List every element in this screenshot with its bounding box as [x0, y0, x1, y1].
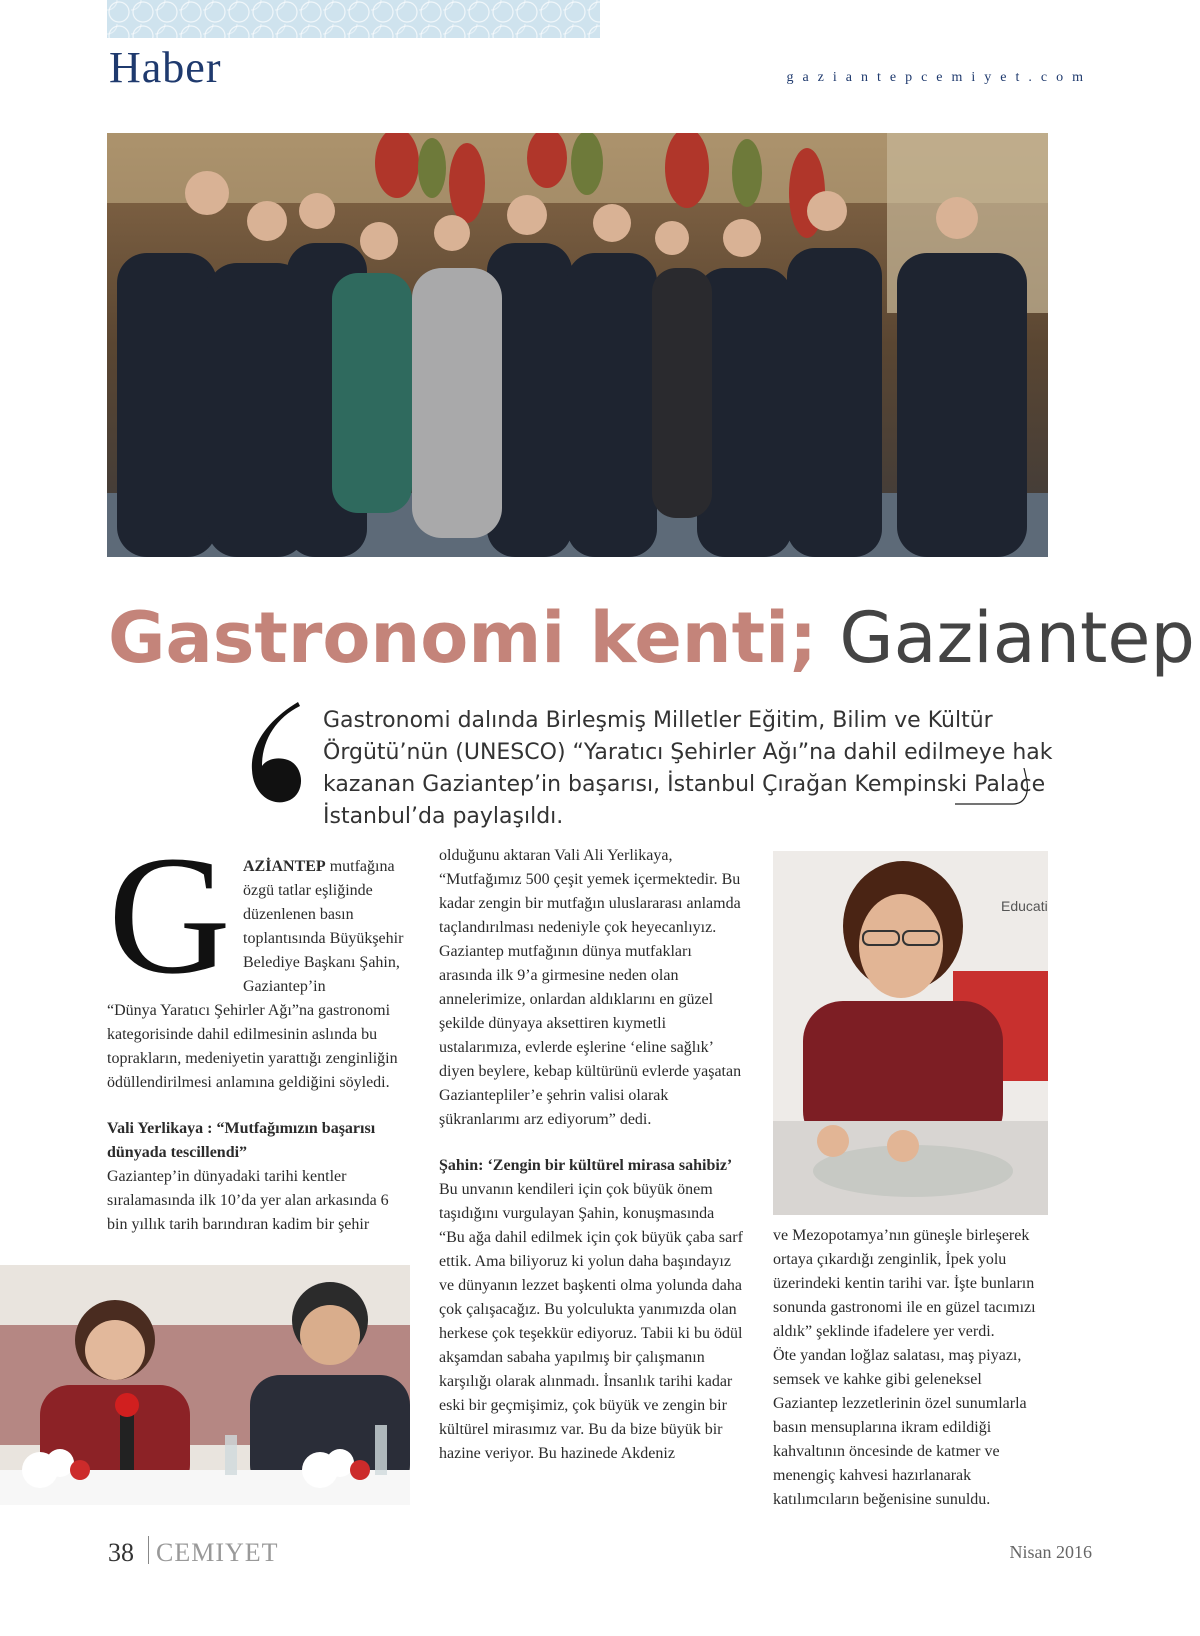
drop-cap: G	[108, 821, 231, 1009]
quote-mark-icon	[248, 700, 308, 810]
cooking-photo	[773, 851, 1048, 1215]
page-number: 38	[108, 1538, 134, 1567]
paragraph: Gaziantep’in dünyadaki tarihi kentler sıralamasında ilk 10’da yer alan arkasında 6 bin yıllık tarih barındıran kadim bir şehir	[107, 1168, 389, 1233]
column-1	[107, 999, 408, 1237]
headline-part2: Gaziantep	[839, 597, 1195, 679]
paragraph: olduğunu aktaran Vali Ali Yerlikaya, “Mutfağımız 500 çeşit yemek içermektedir. Bu kadar zengin bir mutfağın uluslararası anlamda taçlandırılması nedeniyle çok heyecanlıyız. Gaziantep mutfağının dünya mutfakları arasında ilk 9’a girmesine neden olan annelerimize, onlardan aldıklarını en güzel şekilde dünyaya aksettiren kıymetli ustalarımıza, evlerde eşlerine ‘eline sağlık’ diyen beylere, kebap kültürünü evlerde yaşatan Gaziantepliler’e şehrin valisi olarak şükranlarımı arz ediyorum” dedi.	[439, 847, 742, 1128]
intro-rest: mutfağına özgü tatlar eşliğinde düzenlenen basın toplantısında Büyükşehir Belediye Başkanı Şahin, Gaziantep’in	[243, 858, 404, 995]
subheading: Vali Yerlikaya : “Mutfağımızın başarısı dünyada tescillendi”	[107, 1120, 376, 1161]
column-2	[439, 844, 743, 1466]
subheading: Şahin: ‘Zengin bir kültürel mirasa sahibiz’	[439, 1157, 733, 1174]
paragraph: ve Mezopotamya’nın güneşle birleşerek ortaya çıkardığı zenginlik, İpek yolu üzerindeki kentin tarihi var. İşte bunların sonunda gastronomi ile en güzel tacımızı aldık” şeklinde ifadelere yer verdi.	[773, 1227, 1036, 1340]
issue-date: Nisan 2016	[1009, 1542, 1092, 1562]
website-url: gaziantepcemiyet.com	[786, 70, 1092, 85]
intro-text	[243, 855, 409, 999]
footer-divider	[148, 1536, 149, 1564]
section-title: Haber	[109, 43, 222, 92]
lead-underline	[955, 768, 1035, 808]
headline-part1: Gastronomi kenti;	[108, 597, 818, 679]
cooking-sign-text: Educati	[1001, 898, 1048, 914]
press-conference-photo	[0, 1265, 410, 1505]
intro-bold: AZİANTEP	[243, 858, 326, 875]
header-pattern	[107, 0, 600, 38]
headline	[108, 596, 1195, 680]
paragraph: “Dünya Yaratıcı Şehirler Ağı”na gastronomi kategorisinde dahil edilmesinin aslında bu toprakların, medeniyetin yarattığı zenginliğin ödüllendirilmesi anlamına geldiğini söyledi.	[107, 1002, 398, 1091]
group-photo	[107, 133, 1048, 557]
paragraph: Öte yandan loğlaz salatası, maş piyazı, semsek ve kahke gibi geleneksel Gaziantep lezzetlerinin özel sunumlarla basın mensuplarına ikram edildiği kahvaltının öncesinde de katmer ve menengiç kahvesi hazırlanarak katılımcıların beğenisine sunuldu.	[773, 1347, 1027, 1508]
lead-paragraph: Gastronomi dalında Birleşmiş Milletler Eğitim, Bilim ve Kültür Örgütü’nün (UNESCO) “Yaratıcı Şehirler Ağı”na dahil edilmeye hak kazanan Gaziantep’in başarısı, İstanbul Çırağan Kempinski Palace İstanbul’da paylaşıldı.	[323, 708, 1053, 829]
paragraph: Bu unvanın kendileri için çok büyük önem taşıdığını vurgulayan Şahin, konuşmasında “Bu ağa dahil edilmek için çok büyük çaba sarf ettik. Ama biliyoruz ki yolun daha başındayız ve dünyanın lezzet başkenti olma yolunda daha çok çalışacağız. Bu yolculukta yanımızda olan herkese çok teşekkür ediyoruz. Tabii ki bu ödül akşamdan sabaha yapılmış bir çalışmanın karşılığı olarak alınmadı. İnsanlık tarihi kadar eski bir geçmişimiz, çok büyük ve zengin bir kültürel mirasımız var. Bu da bize büyük bir hazine veriyor. Bu hazinede Akdeniz	[439, 1181, 743, 1462]
magazine-brand: CEMIYET	[156, 1538, 279, 1567]
column-3	[773, 1224, 1048, 1512]
